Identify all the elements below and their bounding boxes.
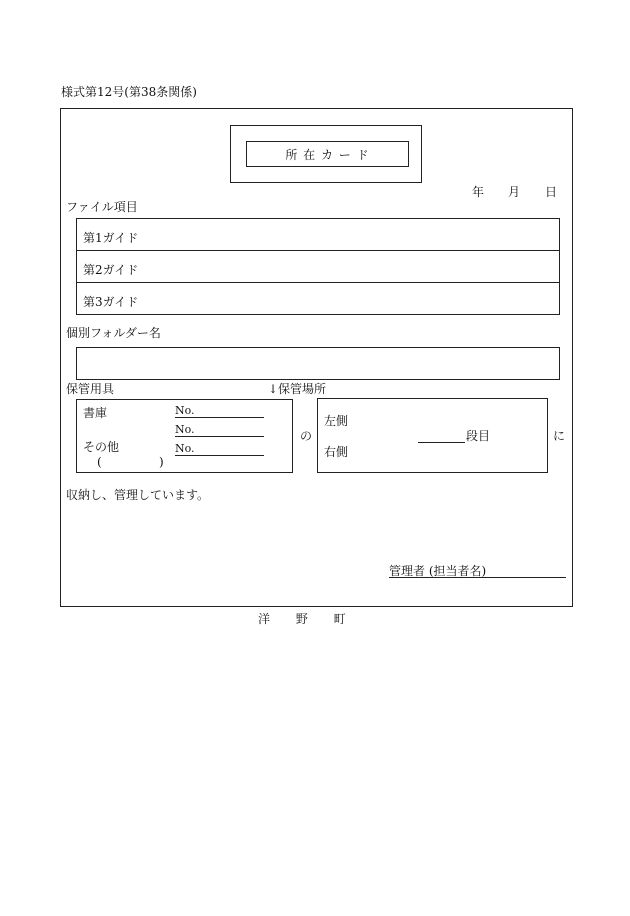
file-items-label: ファイル項目 <box>66 200 138 214</box>
form-number: 様式第12号(第38条関係) <box>61 85 197 99</box>
no-field[interactable] <box>175 417 264 418</box>
date-month: 月 <box>508 185 521 199</box>
storage-tool-box <box>76 399 293 473</box>
folder-label: 個別フォルダー名 <box>66 326 161 340</box>
statement-text: 収納し、管理しています。 <box>66 488 210 502</box>
shoko-label: 書庫 <box>83 406 108 420</box>
sonota-label: その他 <box>83 440 120 454</box>
guide-label: 第1ガイド <box>83 231 139 245</box>
guide-label: 第3ガイド <box>83 295 139 309</box>
left-side-label: 左側 <box>324 414 349 428</box>
right-side-label: 右側 <box>324 445 349 459</box>
footer-town <box>258 613 346 625</box>
guide-row[interactable] <box>77 219 559 251</box>
manager-label: 管理者 (担当者名) <box>389 564 487 578</box>
manager-signature-line[interactable] <box>389 577 566 578</box>
title-inner-box <box>246 141 409 167</box>
shelf-label: 段目 <box>466 429 491 443</box>
guide-row[interactable] <box>77 282 559 315</box>
suffix-ni: に <box>553 429 566 443</box>
date-day: 日 <box>545 185 558 199</box>
storage-place-box <box>317 398 548 473</box>
paren-open: ( <box>97 455 102 469</box>
connector-no: の <box>300 429 313 443</box>
no-label: No. <box>175 404 195 417</box>
guide-label: 第2ガイド <box>83 263 139 277</box>
no-field[interactable] <box>175 455 264 456</box>
no-field[interactable] <box>175 436 264 437</box>
guide-row[interactable] <box>77 250 559 282</box>
folder-name-field[interactable] <box>76 347 560 380</box>
shelf-number-field[interactable] <box>418 442 465 443</box>
guide-table <box>76 218 560 315</box>
storage-tool-label: 保管用具 <box>66 382 115 396</box>
footer-text: 洋 野 町 <box>258 612 346 626</box>
card-title: 所 在 カ ー ド <box>285 148 370 162</box>
storage-place-label: ↓保管場所 <box>268 382 327 396</box>
no-label: No. <box>175 442 195 455</box>
date-year: 年 <box>472 185 485 199</box>
paren-close: ) <box>159 455 164 469</box>
no-label: No. <box>175 423 195 436</box>
